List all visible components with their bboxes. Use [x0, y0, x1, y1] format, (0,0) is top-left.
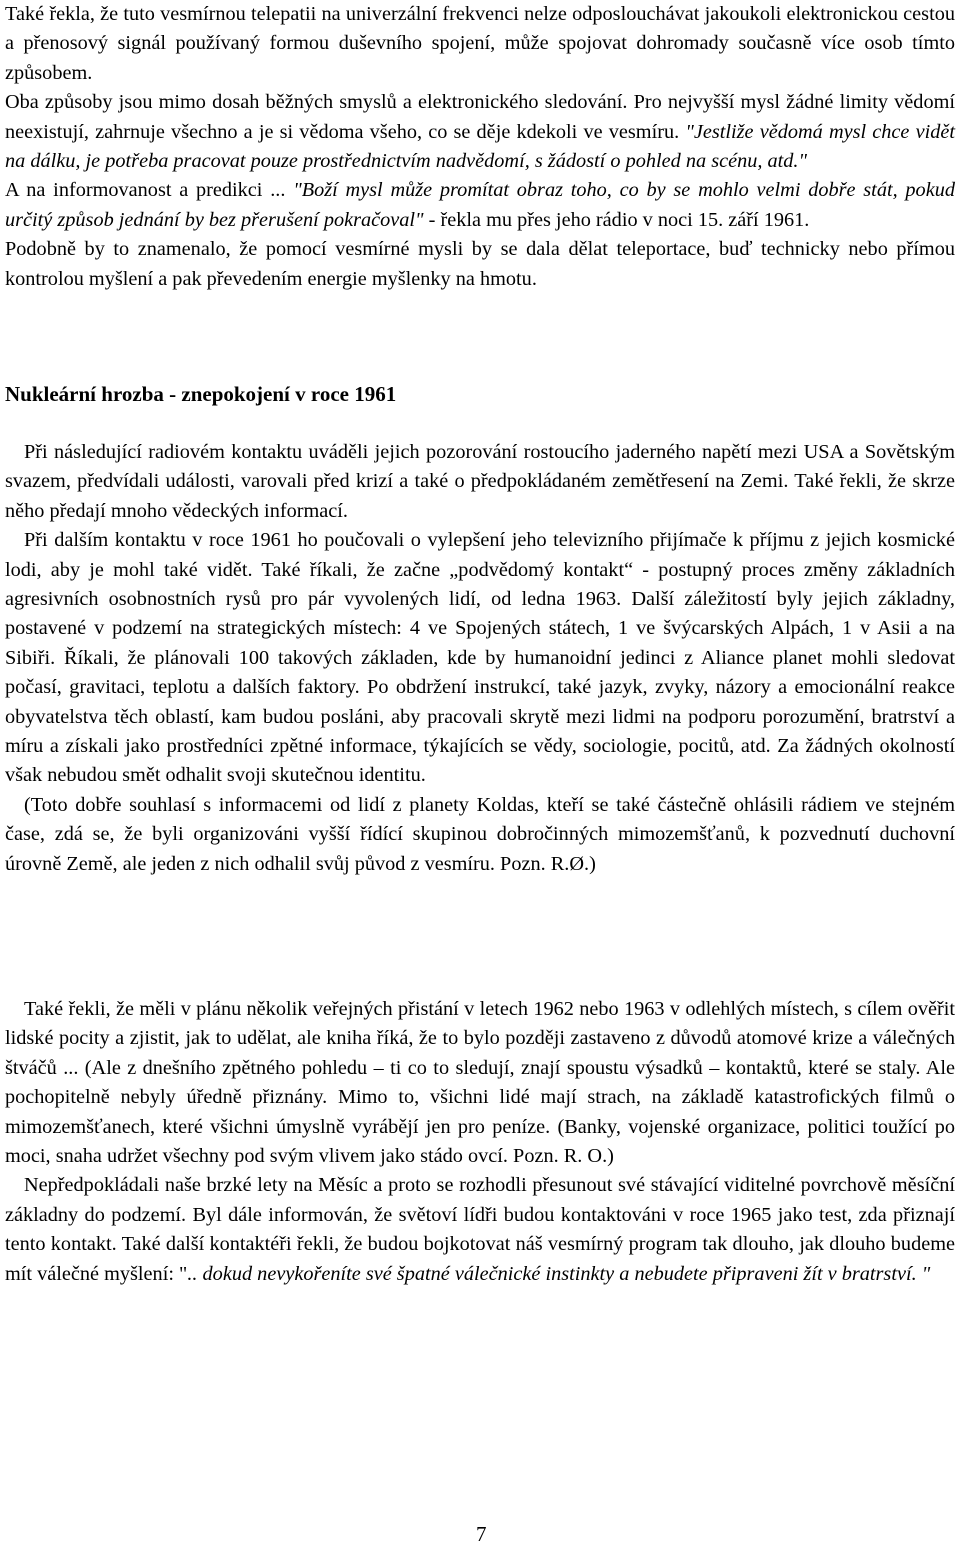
section-1-paragraph-1: Při následující radiovém kontaktu uváděli jejich pozorování rostoucího jaderného napětí mezi USA a Sovětským svazem, předvídali události, varovali před krizí a také o předpokládaném zemětřesení na Zemi. Také řekli, že skrze něho předají mnoho vědeckých informací.	[5, 441, 955, 522]
section-heading: Nukleární hrozba - znepokojení v roce 1961	[5, 382, 397, 406]
page-number: 7	[476, 1522, 487, 1546]
quote-divine-mind: "Boží mysl může promítat obraz toho, co by se mohlo velmi dobře stát, pokud určitý způsob jednání by bez přerušení pokračoval"	[5, 179, 955, 231]
paragraph-intro-4: Podobně by to znamenalo, že pomocí vesmírné mysli by se dala dělat teleportace, buď technicky nebo přímou kontrolou myšlení a pak převedením energie myšlenky na hmotu.	[5, 238, 955, 290]
section-1-paragraph-3: (Toto dobře souhlasí s informacemi od lidí z planety Koldas, kteří se také částečně ohlásili rádiem ve stejném čase, zdá se, že byli organizováni vyšší řídící skupinou dobročinných mimozemšťanů, k pozvednutí duchovní úrovně Země, ale jeden z nich odhalil svůj původ z vesmíru. Pozn. R.Ø.)	[5, 793, 955, 875]
section-2	[5, 995, 955, 1289]
quote-remote-viewing: "Jestliže vědomá mysl chce vidět na dálku, je potřeba pracovat pouze prostřednictvím nadvědomí, s žádostí o pohled na scénu, atd."	[5, 120, 955, 173]
quote-war-instincts: .. dokud nevykořeníte své špatné válečnické instinkty a nebudete připraveni žít v bratrství. "	[187, 1262, 931, 1285]
section-2-paragraph-2	[5, 1171, 955, 1289]
section-1-paragraph-2: Při dalším kontaktu v roce 1961 ho poučovali o vylepšení jeho televizního přijímače k příjmu z jejich kosmické lodi, aby je mohl také vidět. Také říkali, že začne „podvědomý kontakt“ - postupný proces změny základních agresivních osobnostních rysů pro pár vyvolených lidí, od ledna 1963. Další záležitostí byly jejich základny, postavené v podzemí na strategických místech: 4 ve Spojených státech, 1 ve švýcarských Alpách, 1 v Asii a na Sibiři. Říkali, že plánovali 100 takových základen, kde by humanoidní jedinci z Aliance planet mohli sledovat počasí, gravitaci, teplotu a dalších faktory. Po obdržení instrukcí, také jazyk, zvyky, názory a emocionální reakce obyvatelstva těch oblastí, kam budou posláni, aby pracovali skrytě mezi lidmi na podporu porozumění, bratrství a míru a získali jako prostředníci zpětné informace, týkajících se vědy, sociologie, pocitů, atd. Za žádných okolností však nebudou smět odhalit svoji skutečnou identitu.	[5, 529, 955, 787]
paragraph-intro-2-text: Oba způsoby jsou mimo dosah běžných smyslů a elektronického sledování. Pro nejvyšší mysl žádné limity vědomí neexistují, zahrnuje všechno a je si vědoma všeho, co se děje kdekoli ve vesmíru.	[5, 91, 955, 143]
paragraph-intro-3	[5, 176, 955, 235]
paragraph-intro-3-end: - řekla mu přes jeho rádio v noci 15. září 1961.	[428, 208, 810, 231]
paragraph-intro-2	[5, 88, 955, 176]
paragraph-intro-3-start: A na informovanost a predikci ...	[5, 179, 286, 202]
paragraph-intro-1: Také řekla, že tuto vesmírnou telepatii na univerzální frekvenci nelze odposlouchávat jakoukoli elektronickou cestou a přenosový signál používaný formou duševního spojení, může spojovat dohromady současně více osob tímto způsobem.	[5, 3, 955, 84]
section-2-paragraph-2-text: Nepředpokládali naše brzké lety na Měsíc a proto se rozhodli přesunout své stávající viditelné povrchově měsíční základny do podzemí. Byl dále informován, že světoví lídři budou kontaktováni v roce 1965 jako test, zda přiznají tento kontakt. Také další kontaktéři řekli, že budou bojkotovat náš vesmírný program tak dlouho, jak dlouho budeme mít válečné myšlení: "	[5, 1174, 955, 1285]
section-1	[5, 438, 955, 879]
section-2-paragraph-1: Také řekli, že měli v plánu několik veřejných přistání v letech 1962 nebo 1963 v odlehlých místech, s cílem ověřit lidské pocity a zjistit, jak to udělat, ale kniha říká, že to bylo později zastaveno z důvodů atomové krize a válečných štváčů ... (Ale z dnešního zpětného pohledu – ti co to sledují, znají spoustu výsadků – kontaktů, které se staly. Ale pochopitelně nebyly úředně přiznány. Mimo to, všichni lidé mají strach, na základě katastrofických filmů o mimozemšťanech, které všichni úmyslně vyrábějí jen pro peníze. (Banky, vojenské organizace, politici toužící po moci, snaha udržet všechny pod svým vlivem jako stádo ovcí. Pozn. R. O.)	[5, 998, 955, 1168]
intro-block	[5, 0, 955, 294]
section-heading-block	[5, 380, 955, 409]
